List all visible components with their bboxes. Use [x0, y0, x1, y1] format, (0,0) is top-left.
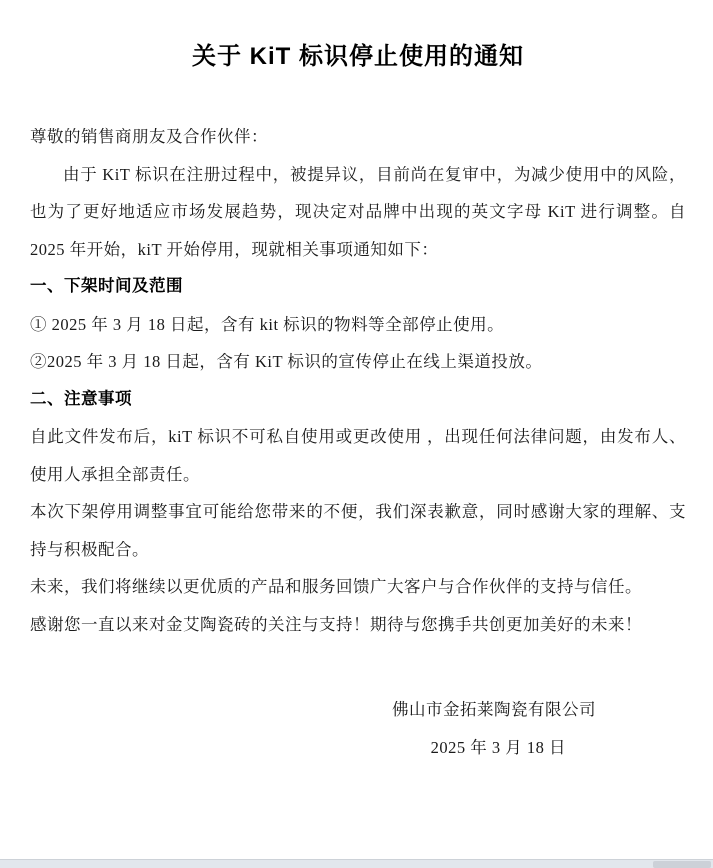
notice-title: 关于 KiT 标识停止使用的通知 — [192, 43, 524, 70]
section2-heading: 二、注意事项 — [30, 389, 132, 408]
scrollbar-thumb[interactable] — [653, 861, 711, 868]
intro-paragraph: 由于 KiT 标识在注册过程中，被提异议，目前尚在复审中，为减少使用中的风险，也为了更好地适应市场发展趋势，现决定对品牌中出现的英文字母 KiT 进行调整。自 2025 年开始，kiT 开始停用，现就相关事项通知如下： — [30, 164, 686, 259]
section2-paragraph-1: 自此文件发布后，kiT 标识不可私自使用或更改使用 ，出现任何法律问题，由发布人、使用人承担全部责任。 — [30, 427, 686, 484]
section1-item-1: ① 2025 年 3 月 18 日起，含有 kit 标识的物料等全部停止使用。 — [30, 314, 505, 334]
document-content — [30, 0, 686, 766]
signature-block — [30, 691, 686, 766]
closing-paragraph-1: 未来，我们将继续以更优质的产品和服务回馈广大客户与合作伙伴的支持与信任。 — [30, 577, 642, 596]
section1-heading: 一、下架时间及范围 — [30, 277, 183, 295]
signature-company: 佛山市金拓莱陶瓷有限公司 — [392, 700, 596, 719]
section1-item-2: ②2025 年 3 月 18 日起，含有 KiT 标识的宣传停止在线上渠道投放。 — [30, 352, 543, 371]
notice-body — [30, 118, 686, 766]
closing-paragraph-2: 感谢您一直以来对金艾陶瓷砖的关注与支持！期待与您携手共创更加美好的未来！ — [30, 614, 642, 634]
signature-date: 2025 年 3 月 18 日 — [430, 737, 566, 757]
section2-paragraph-2: 本次下架停用调整事宜可能给您带来的不便，我们深表歉意，同时感谢大家的理解、支持与积极配合。 — [30, 502, 686, 559]
greeting-line: 尊敬的销售商朋友及合作伙伴： — [30, 127, 268, 146]
horizontal-scrollbar[interactable] — [0, 859, 713, 868]
